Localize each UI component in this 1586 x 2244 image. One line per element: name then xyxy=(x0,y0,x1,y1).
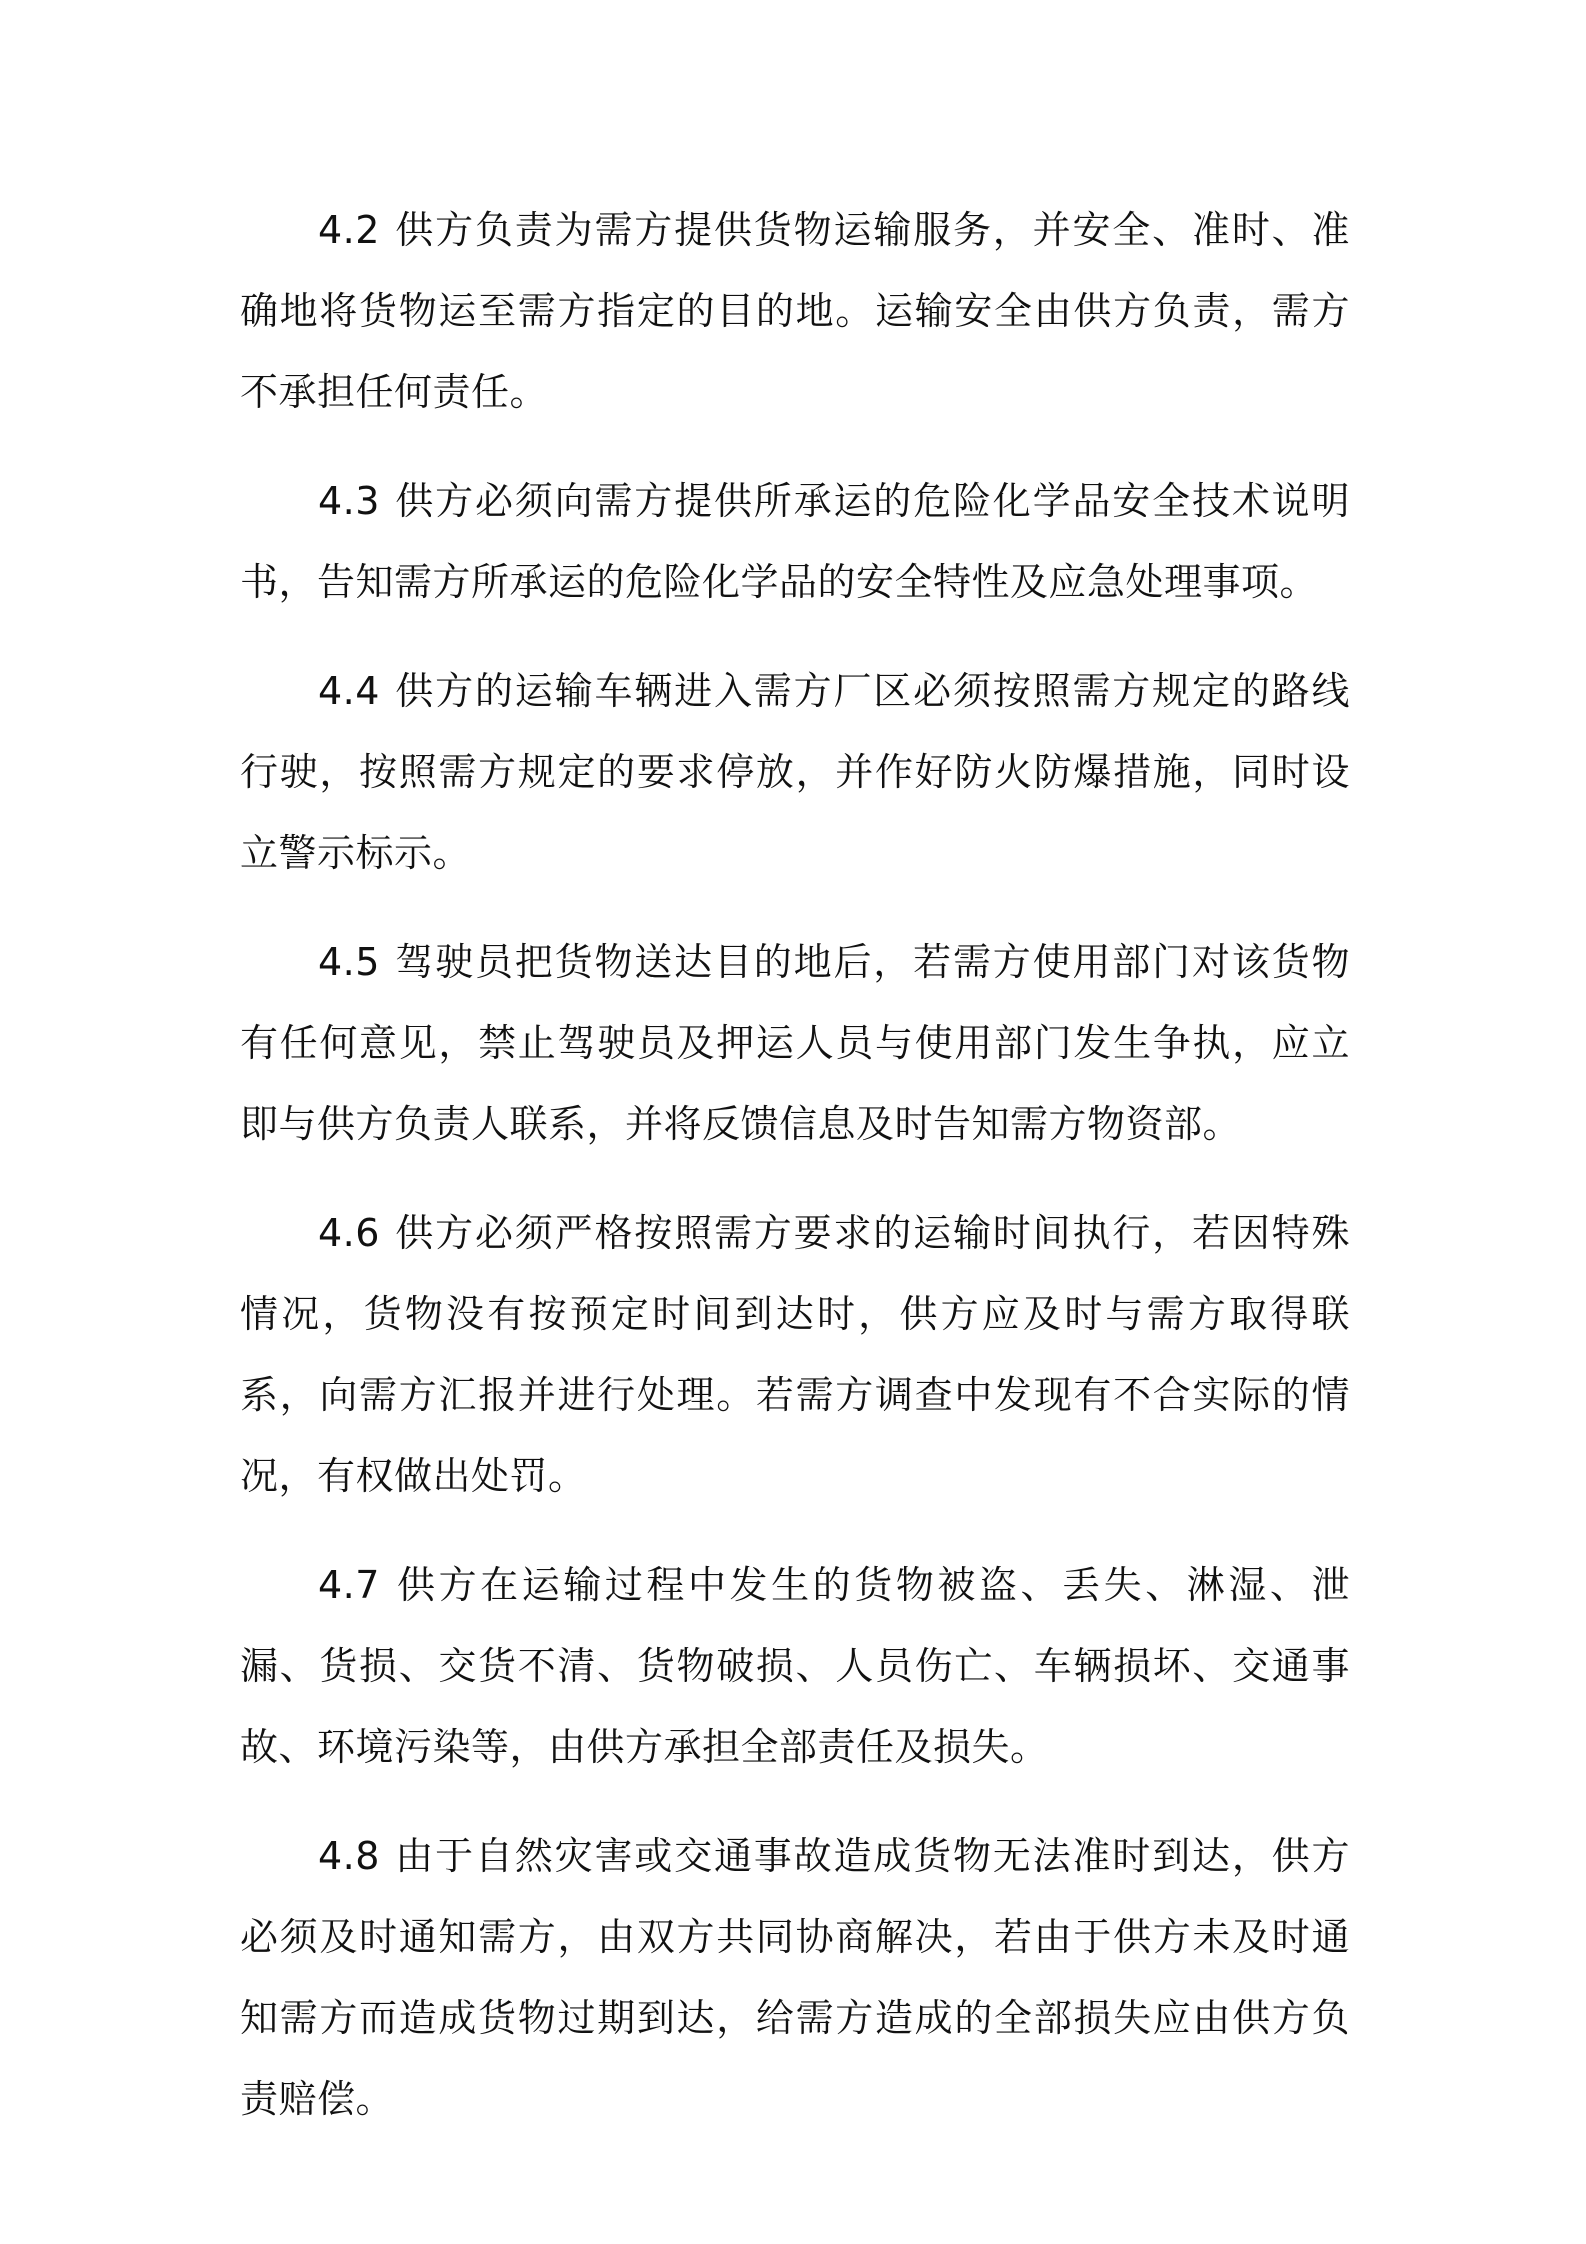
clause-text: 供方在运输过程中发生的货物被盗、丢失、淋湿、泄漏、货损、交货不清、货物破损、人员伤亡、车辆损坏、交通事故、环境污染等，由供方承担全部责任及损失。 xyxy=(240,1563,1350,1769)
clause-text: 由于自然灾害或交通事故造成货物无法准时到达，供方必须及时通知需方，由双方共同协商解决，若由于供方未及时通知需方而造成货物过期到达，给需方造成的全部损失应由供方负责赔偿。 xyxy=(240,1834,1350,2121)
clause-4-5 xyxy=(240,922,1350,1165)
clause-4-8 xyxy=(240,1816,1350,2140)
clause-4-2 xyxy=(240,190,1350,433)
clause-4-4 xyxy=(240,651,1350,894)
clause-text: 供方必须严格按照需方要求的运输时间执行，若因特殊情况，货物没有按预定时间到达时，供方应及时与需方取得联系，向需方汇报并进行处理。若需方调查中发现有不合实际的情况，有权做出处罚。 xyxy=(240,1211,1350,1498)
contract-clauses xyxy=(240,190,1350,2168)
clause-number: 4.5 xyxy=(318,940,380,984)
clause-number: 4.2 xyxy=(318,208,380,252)
clause-text: 供方必须向需方提供所承运的危险化学品安全技术说明书，告知需方所承运的危险化学品的安全特性及应急处理事项。 xyxy=(240,479,1350,604)
clause-number: 4.6 xyxy=(318,1211,380,1255)
clause-text: 供方负责为需方提供货物运输服务，并安全、准时、准确地将货物运至需方指定的目的地。运输安全由供方负责，需方不承担任何责任。 xyxy=(240,208,1350,414)
clause-4-7 xyxy=(240,1545,1350,1788)
clause-number: 4.3 xyxy=(318,479,380,523)
clause-number: 4.8 xyxy=(318,1834,380,1878)
clause-text: 供方的运输车辆进入需方厂区必须按照需方规定的路线行驶，按照需方规定的要求停放，并作好防火防爆措施，同时设立警示标示。 xyxy=(240,669,1350,875)
clause-text: 驾驶员把货物送达目的地后，若需方使用部门对该货物有任何意见，禁止驾驶员及押运人员与使用部门发生争执，应立即与供方负责人联系，并将反馈信息及时告知需方物资部。 xyxy=(240,940,1350,1146)
clause-4-6 xyxy=(240,1193,1350,1517)
clause-number: 4.4 xyxy=(318,669,380,713)
clause-number: 4.7 xyxy=(318,1563,380,1607)
clause-4-3 xyxy=(240,461,1350,623)
